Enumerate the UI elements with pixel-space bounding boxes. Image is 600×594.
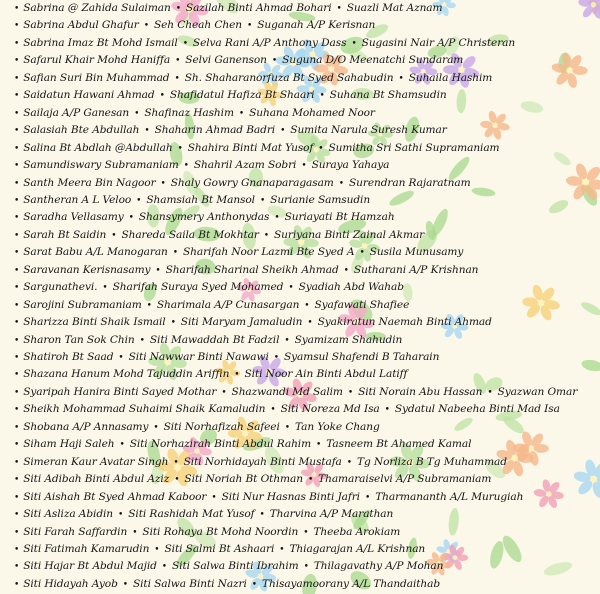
name-row [14, 208, 600, 226]
person-name: Suriyana Binti Zainal Akmar [274, 228, 425, 241]
bullet-separator: • [280, 126, 286, 137]
bullet-separator: • [221, 387, 227, 398]
person-name: Siti Norain Abu Hassan [358, 385, 483, 398]
bullet-separator: • [174, 73, 180, 84]
person-name: Siti Rohaya Bt Mohd Noordin [142, 525, 299, 538]
bullet-separator: • [398, 73, 404, 84]
person-name: Shaly Gowry Gnanaparagasam [170, 176, 334, 189]
name-row [14, 156, 600, 174]
person-name: Siti Noor Ain Binti Abdul Latiff [244, 368, 408, 381]
bullet-separator: • [128, 213, 134, 224]
bullet-separator: • [14, 318, 20, 329]
bullet-separator: • [343, 265, 349, 276]
bullet-separator: • [160, 178, 166, 189]
name-row [14, 523, 600, 541]
bullet-separator: • [102, 283, 108, 294]
bullet-separator: • [364, 492, 371, 503]
person-name: Sailaja A/P Ganesan [23, 106, 130, 119]
name-row [14, 261, 600, 279]
person-name: Sharifah Sharinal Sheikh Ahmad [165, 263, 339, 276]
bullet-separator: • [161, 562, 168, 573]
bullet-separator: • [319, 91, 325, 102]
person-name: Suhaila Hashim [408, 71, 493, 84]
bullet-separator: • [14, 21, 20, 32]
person-name: Siti Norhidayah Binti Mustafa [183, 455, 342, 468]
bullet-separator: • [251, 579, 258, 590]
person-name: Siti Aishah Bt Syed Ahmad Kaboor [23, 490, 207, 503]
bullet-separator: • [159, 91, 165, 102]
person-name: Syadiah Abd Wahab [298, 281, 404, 294]
name-row [14, 400, 600, 418]
bullet-separator: • [346, 457, 352, 468]
person-name: Safarul Khair Mohd Haniffa [23, 54, 171, 67]
person-name: Shazana Hanum Mohd Tajuddin Ariffin [23, 368, 230, 381]
person-name: Suazli Mat Aznam [346, 2, 443, 14]
person-name: Salina Bt Abdlah @Abdullah [23, 141, 173, 154]
bullet-separator: • [136, 195, 142, 206]
person-name: Syazwan Omar [497, 385, 578, 398]
bullet-separator: • [14, 387, 20, 398]
person-name: Siti Hidayah Ayob [23, 577, 118, 590]
person-name: Siti Noreza Md Isa [280, 403, 380, 416]
bullet-separator: • [14, 265, 20, 276]
bullet-separator: • [143, 21, 149, 32]
person-name: Susila Munusamy [369, 246, 464, 259]
person-name: Salasiah Bte Abdullah [23, 124, 140, 137]
name-row [14, 348, 600, 366]
name-row [14, 470, 600, 488]
person-name: Shamsiah Bt Mansol [146, 193, 255, 206]
bullet-separator: • [284, 335, 290, 346]
person-name: Sabrina Abdul Ghafur [23, 19, 139, 32]
bullet-separator: • [301, 161, 307, 172]
bullet-separator: • [303, 527, 309, 538]
name-row [14, 69, 600, 87]
bullet-separator: • [177, 143, 183, 154]
bullet-separator: • [132, 527, 138, 538]
bullet-separator: • [118, 353, 124, 363]
bullet-separator: • [154, 544, 160, 555]
name-row [14, 86, 600, 104]
person-name: Saradha Vellasamy [23, 211, 124, 224]
person-name: Shafidatul Hafiza Bt Shaari [169, 89, 315, 102]
person-name: Thilagavathy A/P Mohan [313, 560, 444, 573]
person-name: Sydatul Nabeeha Binti Mad Isa [394, 403, 560, 416]
person-name: Suriayati Bt Hamzah [284, 211, 395, 224]
person-name: Syafawati Shafiee [314, 298, 410, 311]
person-name: Syakiratun Naemah Binti Ahmad [317, 316, 492, 329]
name-row [14, 16, 600, 34]
person-name: Sarojini Subramaniam [23, 298, 142, 311]
person-name: Shansymery Anthonydas [138, 211, 270, 224]
bullet-separator: • [153, 422, 159, 433]
person-name: Surianie Samsudin [270, 193, 371, 206]
bullet-separator: • [14, 544, 20, 555]
name-row [14, 505, 600, 523]
person-name: Siti Nur Hasnas Binti Jafri [221, 490, 360, 503]
person-name: Sharifah Noor Lazmi Bte Syed A [182, 246, 355, 259]
person-name: Selvi Ganenson [185, 54, 267, 67]
name-row [14, 313, 600, 331]
person-name: Syamsul Shafendi B Taharain [283, 351, 440, 363]
name-row [14, 121, 600, 139]
bullet-separator: • [211, 492, 217, 503]
person-name: Siti Norhazirah Binti Abdul Rahim [129, 438, 312, 451]
person-name: Siti Fatimah Kamarudin [23, 542, 150, 555]
person-name: Tasneem Bt Ahamed Kamal [326, 438, 472, 451]
person-name: Saidatun Hawani Ahmad [23, 89, 155, 102]
bullet-separator: • [14, 230, 20, 241]
person-name: Sharifah Suraya Syed Mohamed [112, 281, 284, 294]
person-name: Suguna D/O Meenatchi Sundaram [282, 54, 464, 67]
name-row [14, 139, 600, 157]
bullet-separator: • [14, 161, 20, 172]
person-name: Siti Maryam Jamaludin [180, 316, 303, 329]
bullet-separator: • [14, 510, 20, 521]
person-name: Thisayamoorany A/L Thandaithab [262, 577, 441, 590]
bullet-separator: • [238, 108, 245, 119]
bullet-separator: • [183, 161, 189, 172]
bullet-separator: • [351, 38, 357, 49]
bullet-separator: • [347, 387, 354, 398]
person-name: Thamaraiselvi A/P Subramaniam [318, 473, 492, 486]
person-name: Siti Norhafizah Safeei [163, 420, 280, 433]
person-name: Siham Haji Saleh [23, 438, 115, 451]
bullet-separator: • [14, 126, 20, 137]
bullet-separator: • [303, 562, 309, 573]
bullet-separator: • [14, 143, 20, 154]
person-name: Shahira Binti Mat Yusof [187, 141, 314, 154]
person-name: Siti Salwa Binti Ibrahim [172, 560, 299, 573]
person-name: Sarat Babu A/L Manogaran [23, 246, 168, 259]
bullet-separator: • [144, 126, 150, 137]
person-name: Siti Adibah Binti Abdul Aziz [23, 473, 170, 486]
bullet-separator: • [270, 405, 276, 416]
person-name: Sugasini Nair A/P Christeran [361, 36, 516, 49]
name-row [14, 191, 600, 209]
person-name: Sumita Narula Suresh Kumar [290, 124, 447, 137]
bullet-separator: • [146, 300, 152, 311]
name-row [14, 331, 600, 349]
bullet-separator: • [175, 56, 181, 67]
name-row [14, 383, 600, 401]
person-name: Suhana Bt Shamsudin [329, 89, 447, 102]
person-name: Siti Noriah Bt Othman [184, 473, 303, 486]
bullet-separator: • [119, 440, 125, 451]
bullet-separator: • [14, 457, 20, 468]
bullet-separator: • [14, 56, 20, 67]
bullet-separator: • [14, 475, 20, 486]
person-name: Tharvina A/P Marathan [269, 508, 394, 521]
person-name: Thiagarajan A/L Krishnan [289, 542, 426, 555]
bullet-separator: • [14, 422, 20, 433]
bullet-separator: • [304, 300, 310, 311]
name-row [14, 557, 600, 575]
person-name: Tharmananth A/L Murugiah [375, 490, 524, 503]
bullet-separator: • [14, 195, 20, 206]
person-name: Suhana Mohamed Noor [249, 106, 375, 119]
name-row [14, 540, 600, 558]
person-name: Suganah A/P Kerisnan [257, 19, 376, 32]
bullet-separator: • [247, 21, 253, 32]
bullet-separator: • [14, 4, 20, 14]
person-name: Sabrina @ Zahida Sulaiman [23, 2, 171, 14]
name-row [14, 296, 600, 314]
bullet-separator: • [118, 510, 124, 521]
bullet-separator: • [14, 248, 20, 259]
person-name: Sheikh Mohammad Suhaimi Shaik Kamaludin [23, 403, 266, 416]
person-name: Sargunathevi. [23, 281, 98, 294]
bullet-separator: • [155, 265, 161, 276]
person-name: Shazwandi Md Salim [231, 385, 343, 398]
person-name: Siti Asliza Abidin [23, 508, 114, 521]
name-row [14, 34, 600, 52]
bullet-separator: • [284, 422, 290, 433]
person-name: Shobana A/P Annasamy [23, 420, 149, 433]
name-row [14, 488, 600, 506]
person-name: Sharon Tan Sok Chin [23, 333, 135, 346]
name-row [14, 174, 600, 192]
bullet-separator: • [279, 544, 285, 555]
person-name: Sharizza Binti Shaik Ismail [23, 316, 166, 329]
person-name: Siti Rashidah Mat Yusof [128, 508, 255, 521]
person-name: Tg Norliza B Tg Muhammad [356, 455, 507, 468]
person-name: Theeba Arokiam [313, 525, 401, 538]
name-row [14, 435, 600, 453]
name-row [14, 278, 600, 296]
bullet-separator: • [14, 492, 20, 503]
bullet-separator: • [271, 56, 278, 67]
bullet-separator: • [14, 579, 20, 590]
person-name: Siti Nawwar Binti Nawawi [128, 351, 269, 363]
person-name: Syaripah Hanira Binti Sayed Mothar [23, 385, 217, 398]
person-name: Syamizam Shahudin [294, 333, 403, 346]
bullet-separator: • [234, 370, 240, 381]
name-row [14, 243, 600, 261]
bullet-separator: • [14, 178, 20, 189]
person-name: Seh Cheah Chen [153, 19, 242, 32]
bullet-separator: • [288, 283, 294, 294]
person-name: Sarah Bt Saidin [23, 228, 107, 241]
bullet-separator: • [172, 248, 178, 259]
person-name: Sumitha Sri Sathi Supramaniam [328, 141, 500, 154]
bullet-separator: • [122, 579, 128, 590]
bullet-separator: • [175, 4, 181, 14]
person-name: Sutharani A/P Krishnan [353, 263, 479, 276]
person-name: Sazilah Binti Ahmad Bohari [185, 2, 332, 14]
bullet-separator: • [14, 335, 20, 346]
person-name: Siti Salmi Bt Ashaari [164, 542, 275, 555]
person-name: Sharimala A/P Cunasargan [156, 298, 300, 311]
person-name: Siti Salwa Binti Nazri [132, 577, 247, 590]
person-name: Selva Rani A/P Anthony Dass [192, 36, 347, 49]
bullet-separator: • [14, 91, 20, 102]
bullet-separator: • [274, 213, 280, 224]
bullet-separator: • [263, 230, 270, 241]
bullet-separator: • [384, 405, 390, 416]
name-row [14, 104, 600, 122]
bullet-separator: • [182, 38, 188, 49]
name-row [14, 575, 600, 593]
bullet-separator: • [318, 143, 324, 154]
bullet-separator: • [487, 387, 493, 398]
bullet-separator: • [316, 440, 322, 451]
name-row [14, 365, 600, 383]
bullet-separator: • [259, 510, 265, 521]
person-name: Sh. Shaharanorfuza Bt Syed Sahabudin [184, 71, 394, 84]
bullet-separator: • [273, 353, 279, 363]
person-name: Shareda Saila Bt Mokhtar [121, 228, 259, 241]
person-name: Shafinaz Hashim [144, 106, 234, 119]
person-name: Samundiswary Subramaniam [23, 159, 179, 172]
person-name: Sabrina Imaz Bt Mohd Ismail [23, 36, 178, 49]
person-name: Surendran Rajaratnam [348, 176, 471, 189]
bullet-separator: • [14, 283, 20, 294]
bullet-separator: • [14, 405, 20, 416]
bullet-separator: • [14, 213, 20, 224]
bullet-separator: • [134, 108, 140, 119]
bullet-separator: • [259, 195, 266, 206]
name-row [14, 226, 600, 244]
bullet-separator: • [359, 248, 365, 259]
name-row [14, 453, 600, 471]
bullet-separator: • [111, 230, 117, 241]
person-name: Saravanan Kerisnasamy [23, 263, 151, 276]
name-row [14, 418, 600, 436]
person-name: Simeran Kaur Avatar Singh [23, 455, 169, 468]
bullet-separator: • [170, 318, 176, 329]
bullet-separator: • [307, 475, 314, 486]
bullet-separator: • [14, 108, 20, 119]
bullet-separator: • [336, 4, 342, 14]
person-name: Siti Hajar Bt Abdul Majid [23, 560, 157, 573]
bullet-separator: • [307, 318, 313, 329]
bullet-separator: • [173, 457, 179, 468]
bullet-separator: • [14, 370, 20, 381]
person-name: Siti Farah Saffardin [23, 525, 128, 538]
person-name: Santheran A L Veloo [23, 193, 132, 206]
bullet-separator: • [174, 475, 180, 486]
bullet-separator: • [14, 353, 20, 363]
person-name: Tan Yoke Chang [294, 420, 380, 433]
person-name: Shahril Azam Sobri [193, 159, 297, 172]
bullet-separator: • [338, 178, 344, 189]
bullet-separator: • [139, 335, 145, 346]
person-name: Shatiroh Bt Saad [23, 351, 114, 363]
person-name: Siti Mawaddah Bt Fadzil [149, 333, 280, 346]
bullet-separator: • [14, 562, 20, 573]
person-name: Safian Suri Bin Muhammad [23, 71, 170, 84]
name-row [14, 51, 600, 69]
bullet-separator: • [14, 440, 20, 451]
person-name: Shaharin Ahmad Badri [154, 124, 276, 137]
name-row [14, 0, 600, 17]
bullet-separator: • [14, 300, 20, 311]
person-name: Santh Meera Bin Nagoor [23, 176, 156, 189]
person-name: Suraya Yahaya [311, 159, 390, 172]
bullet-separator: • [14, 73, 20, 84]
bullet-separator: • [14, 38, 20, 49]
bullet-separator: • [14, 527, 20, 538]
